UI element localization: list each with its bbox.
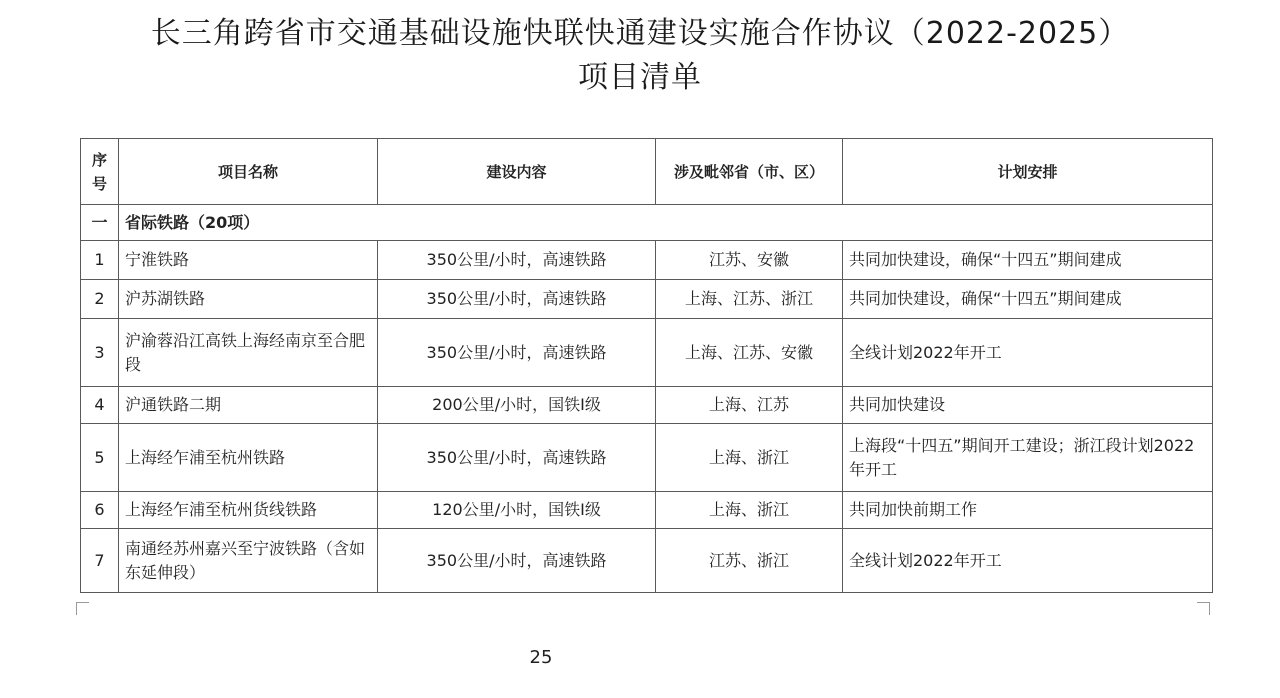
row-project-name: 上海经乍浦至杭州铁路 — [119, 424, 378, 492]
section-row — [81, 205, 1213, 241]
row-content: 350公里/小时，高速铁路 — [378, 241, 656, 280]
row-number: 4 — [81, 387, 119, 424]
table-row — [81, 492, 1213, 529]
document-title: 长三角跨省市交通基础设施快联快通建设实施合作协议（2022-2025） — [150, 16, 1130, 51]
row-regions: 上海、浙江 — [656, 424, 843, 492]
row-project-name: 宁淮铁路 — [119, 241, 378, 280]
row-plan: 共同加快建设，确保“十四五”期间建成 — [843, 241, 1213, 280]
row-content: 350公里/小时，高速铁路 — [378, 529, 656, 593]
row-plan: 共同加快前期工作 — [843, 492, 1213, 529]
header-content: 建设内容 — [378, 139, 656, 205]
row-number: 5 — [81, 424, 119, 492]
table-row — [81, 529, 1213, 593]
row-content: 350公里/小时，高速铁路 — [378, 424, 656, 492]
row-project-name: 沪通铁路二期 — [119, 387, 378, 424]
row-plan: 上海段“十四五”期间开工建设；浙江段计划2022年开工 — [843, 424, 1213, 492]
table-row — [81, 319, 1213, 387]
header-plan: 计划安排 — [843, 139, 1213, 205]
row-number: 2 — [81, 280, 119, 319]
row-number: 6 — [81, 492, 119, 529]
row-project-name: 沪苏湖铁路 — [119, 280, 378, 319]
crop-mark-right — [1197, 602, 1210, 615]
row-content: 350公里/小时，高速铁路 — [378, 319, 656, 387]
project-table — [80, 138, 1213, 593]
row-project-name: 南通经苏州嘉兴至宁波铁路（含如东延伸段） — [119, 529, 378, 593]
row-content: 120公里/小时，国铁I级 — [378, 492, 656, 529]
section-label: 省际铁路（20项） — [119, 205, 1213, 241]
row-number: 7 — [81, 529, 119, 593]
row-number: 1 — [81, 241, 119, 280]
row-project-name: 上海经乍浦至杭州货线铁路 — [119, 492, 378, 529]
row-plan: 全线计划2022年开工 — [843, 319, 1213, 387]
row-regions: 上海、江苏、浙江 — [656, 280, 843, 319]
row-plan: 全线计划2022年开工 — [843, 529, 1213, 593]
section-number: 一 — [81, 205, 119, 241]
header-number: 序号 — [81, 139, 119, 205]
table-header-row — [81, 139, 1213, 205]
row-regions: 上海、浙江 — [656, 492, 843, 529]
row-content: 350公里/小时，高速铁路 — [378, 280, 656, 319]
table-row — [81, 387, 1213, 424]
document-subtitle: 项目清单 — [578, 60, 702, 95]
header-regions: 涉及毗邻省（市、区） — [656, 139, 843, 205]
row-regions: 上海、江苏 — [656, 387, 843, 424]
row-regions: 江苏、安徽 — [656, 241, 843, 280]
row-plan: 共同加快建设 — [843, 387, 1213, 424]
page-number: 25 — [529, 647, 553, 668]
row-plan: 共同加快建设，确保“十四五”期间建成 — [843, 280, 1213, 319]
table-row — [81, 424, 1213, 492]
row-regions: 江苏、浙江 — [656, 529, 843, 593]
table-row — [81, 241, 1213, 280]
row-content: 200公里/小时，国铁I级 — [378, 387, 656, 424]
header-project-name: 项目名称 — [119, 139, 378, 205]
row-number: 3 — [81, 319, 119, 387]
table-row — [81, 280, 1213, 319]
crop-mark-left — [76, 602, 89, 615]
row-regions: 上海、江苏、安徽 — [656, 319, 843, 387]
row-project-name: 沪渝蓉沿江高铁上海经南京至合肥段 — [119, 319, 378, 387]
